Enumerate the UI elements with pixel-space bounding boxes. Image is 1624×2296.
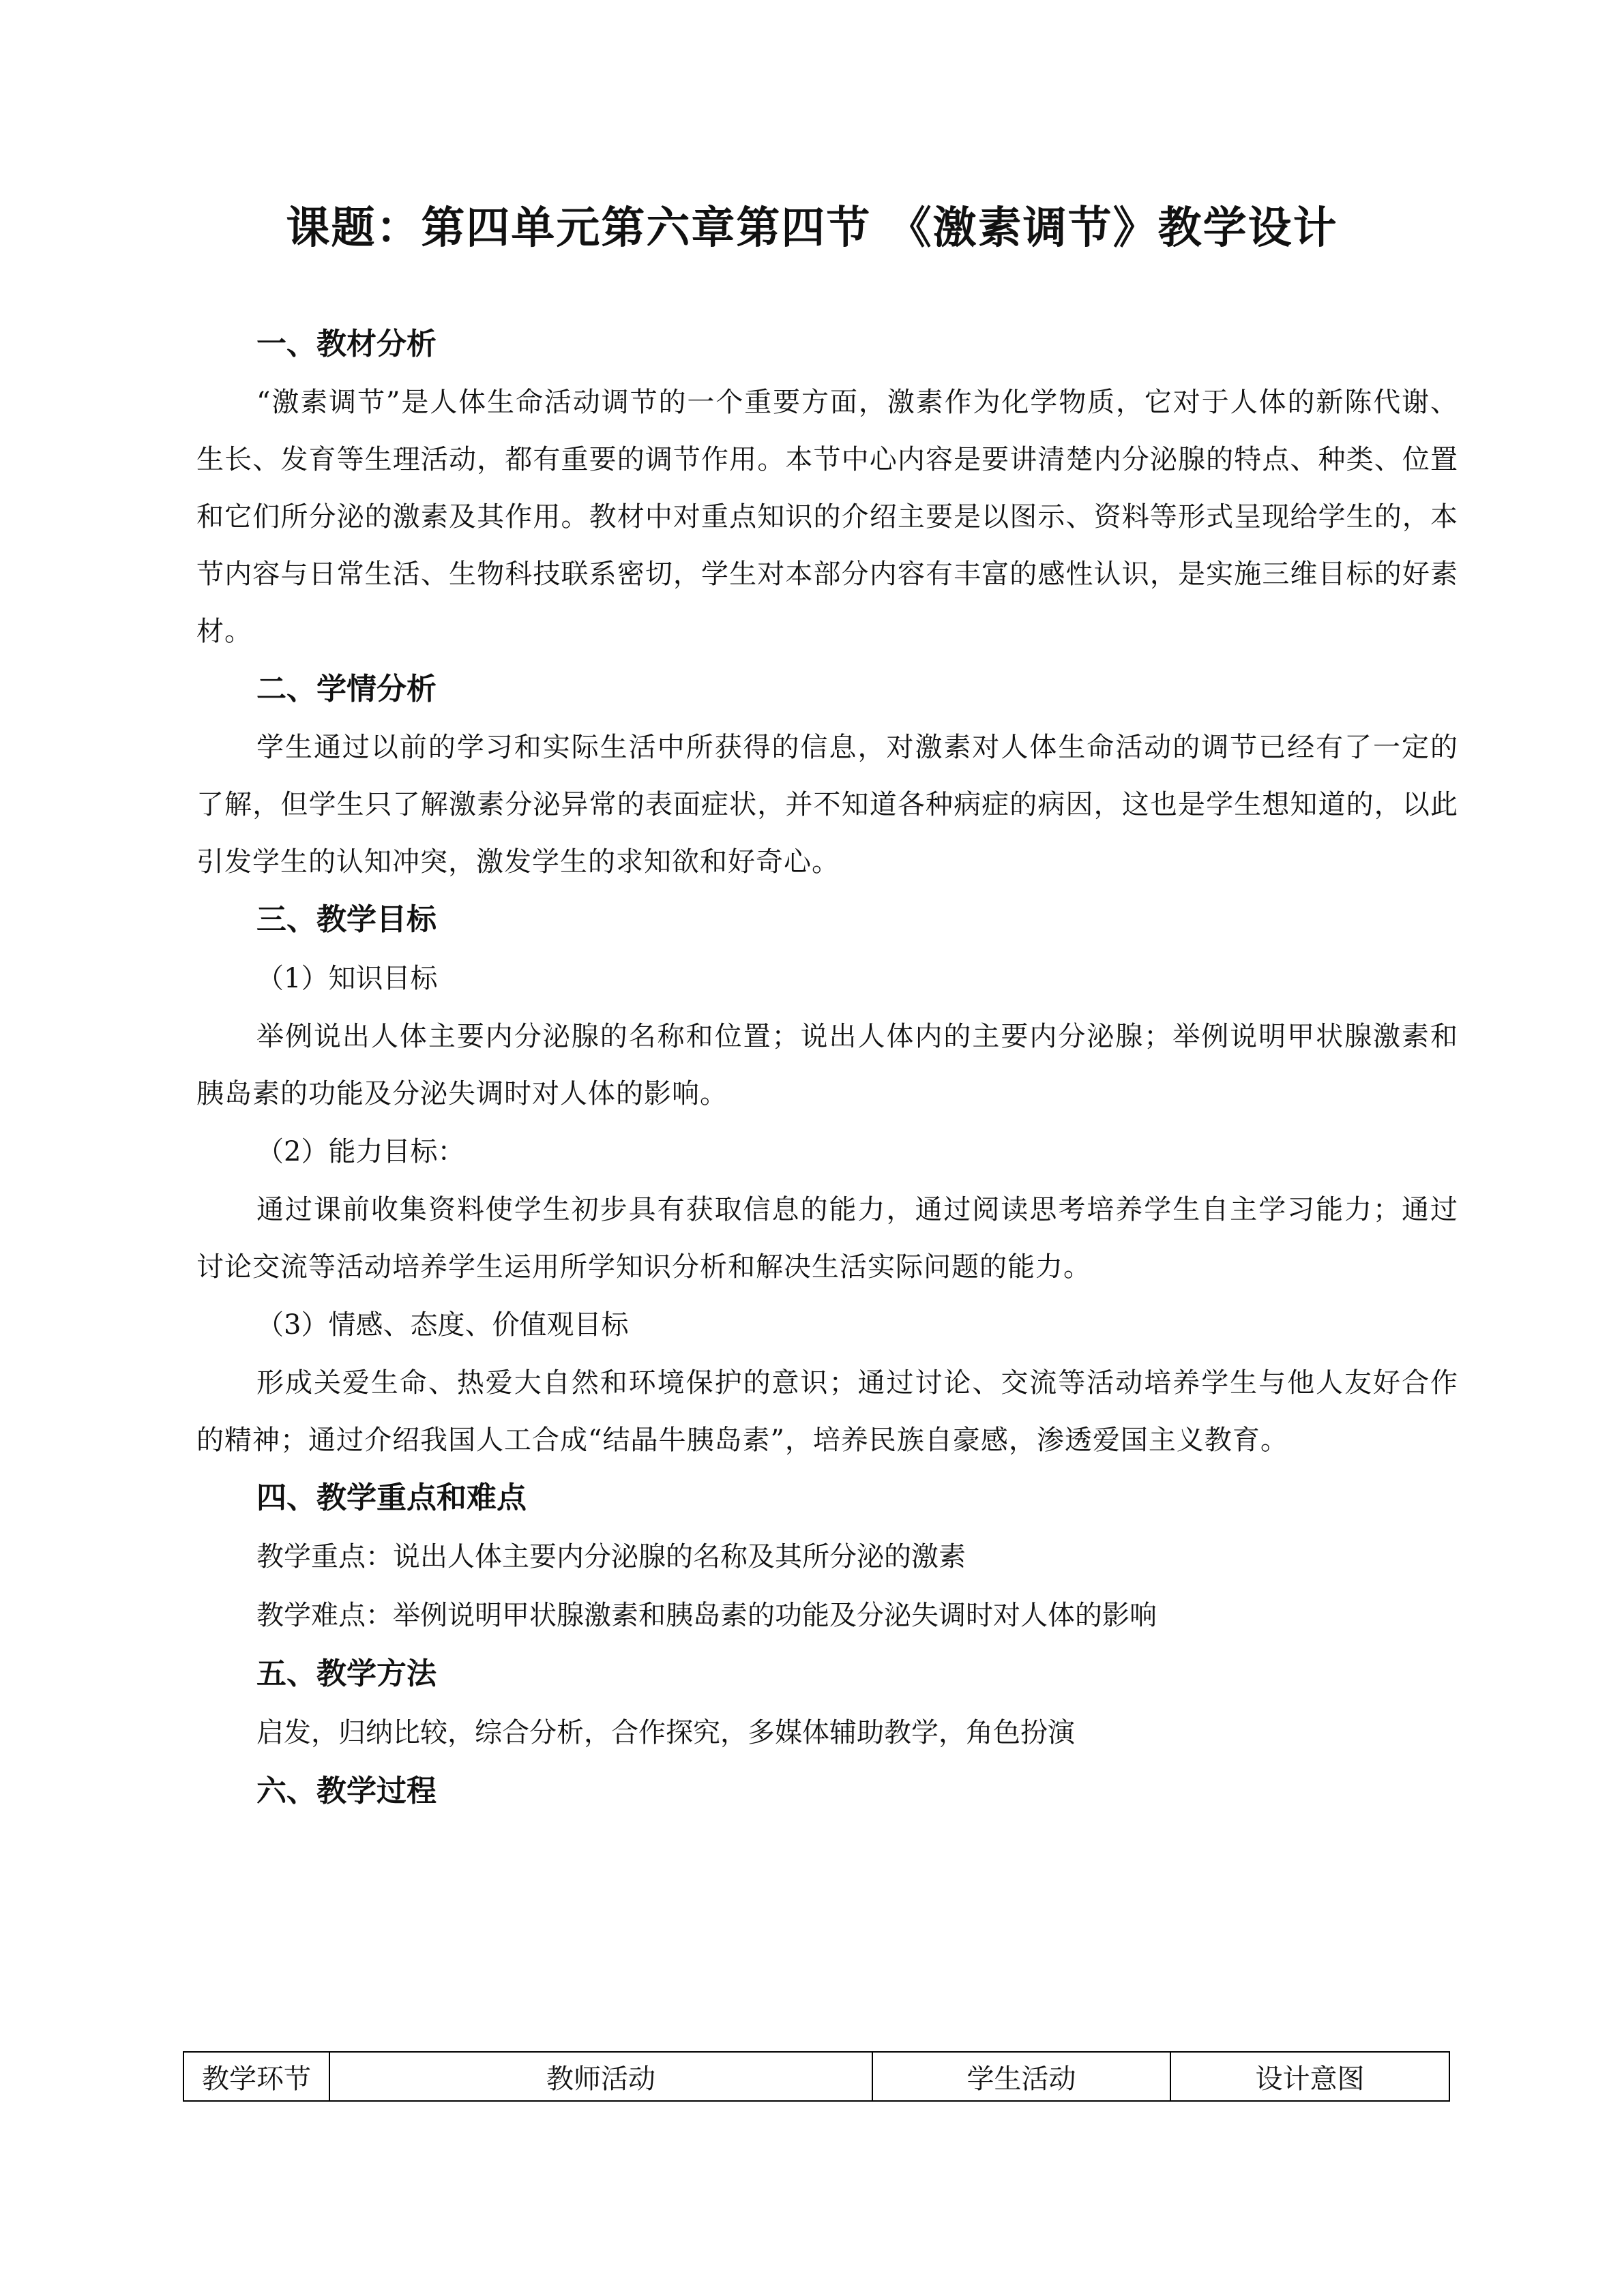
teaching-focus: 教学重点：说出人体主要内分泌腺的名称及其所分泌的激素 (256, 1541, 966, 1572)
student-analysis-paragraph: 学生通过以前的学习和实际生活中所获得的信息，对激素对人体生命活动的调节已经有了一定的了解，但学生只了解激素分泌异常的表面症状，并不知道各种病症的病因，这也是学生想知道的，以此引发学生的认知冲突，激发学生的求知欲和好奇心。 (196, 732, 1458, 878)
header-design-intent: 设计意图 (1170, 2052, 1449, 2101)
document-body (196, 315, 1458, 1821)
section-heading-key-points: 四、教学重点和难点 (256, 1480, 527, 1515)
ability-goal-label: （2）能力目标： (256, 1136, 465, 1167)
section-heading-methods: 五、教学方法 (256, 1656, 437, 1691)
header-teacher-activity: 教师活动 (329, 2052, 872, 2101)
section-heading-process: 六、教学过程 (256, 1774, 437, 1808)
knowledge-goal-text: 举例说出人体主要内分泌腺的名称和位置；说出人体内的主要内分泌腺；举例说明甲状腺激素和胰岛素的功能及分泌失调时对人体的影响。 (196, 1021, 1458, 1109)
header-teaching-stage: 教学环节 (183, 2052, 329, 2101)
emotion-goal-text: 形成关爱生命、热爱大自然和环境保护的意识；通过讨论、交流等活动培养学生与他人友好合作的精神；通过介绍我国人工合成“结晶牛胰岛素”，培养民族自豪感，渗透爱国主义教育。 (196, 1367, 1458, 1456)
header-student-activity: 学生活动 (872, 2052, 1170, 2101)
section-heading-goals: 三、教学目标 (256, 902, 437, 937)
ability-goal-text: 通过课前收集资料使学生初步具有获取信息的能力，通过阅读思考培养学生自主学习能力；通过讨论交流等活动培养学生运用所学知识分析和解决生活实际问题的能力。 (196, 1194, 1458, 1283)
textbook-analysis-paragraph: “激素调节”是人体生命活动调节的一个重要方面，激素作为化学物质，它对于人体的新陈代谢、生长、发育等生理活动，都有重要的调节作用。本节中心内容是要讲清楚内分泌腺的特点、种类、位置和它们所分泌的激素及其作用。教材中对重点知识的介绍主要是以图示、资料等形式呈现给学生的，本节内容与日常生活、生物科技联系密切，学生对本部分内容有丰富的感性认识，是实施三维目标的好素材。 (196, 387, 1458, 647)
table-header-row (183, 2052, 1449, 2101)
knowledge-goal-label: （1）知识目标 (256, 963, 438, 994)
teaching-process-table-wrap (183, 2051, 1449, 2102)
section-heading-textbook: 一、教材分析 (256, 327, 437, 361)
emotion-goal-label: （3）情感、态度、价值观目标 (256, 1309, 629, 1341)
teaching-difficulty: 教学难点：举例说明甲状腺激素和胰岛素的功能及分泌失调时对人体的影响 (256, 1600, 1157, 1631)
section-heading-students: 二、学情分析 (256, 672, 437, 706)
teaching-methods-text: 启发，归纳比较，综合分析，合作探究，多媒体辅助教学，角色扮演 (256, 1717, 1075, 1748)
teaching-process-table (183, 2051, 1450, 2102)
document-title: 课题：第四单元第六章第四节 《激素调节》教学设计 (286, 203, 1338, 254)
